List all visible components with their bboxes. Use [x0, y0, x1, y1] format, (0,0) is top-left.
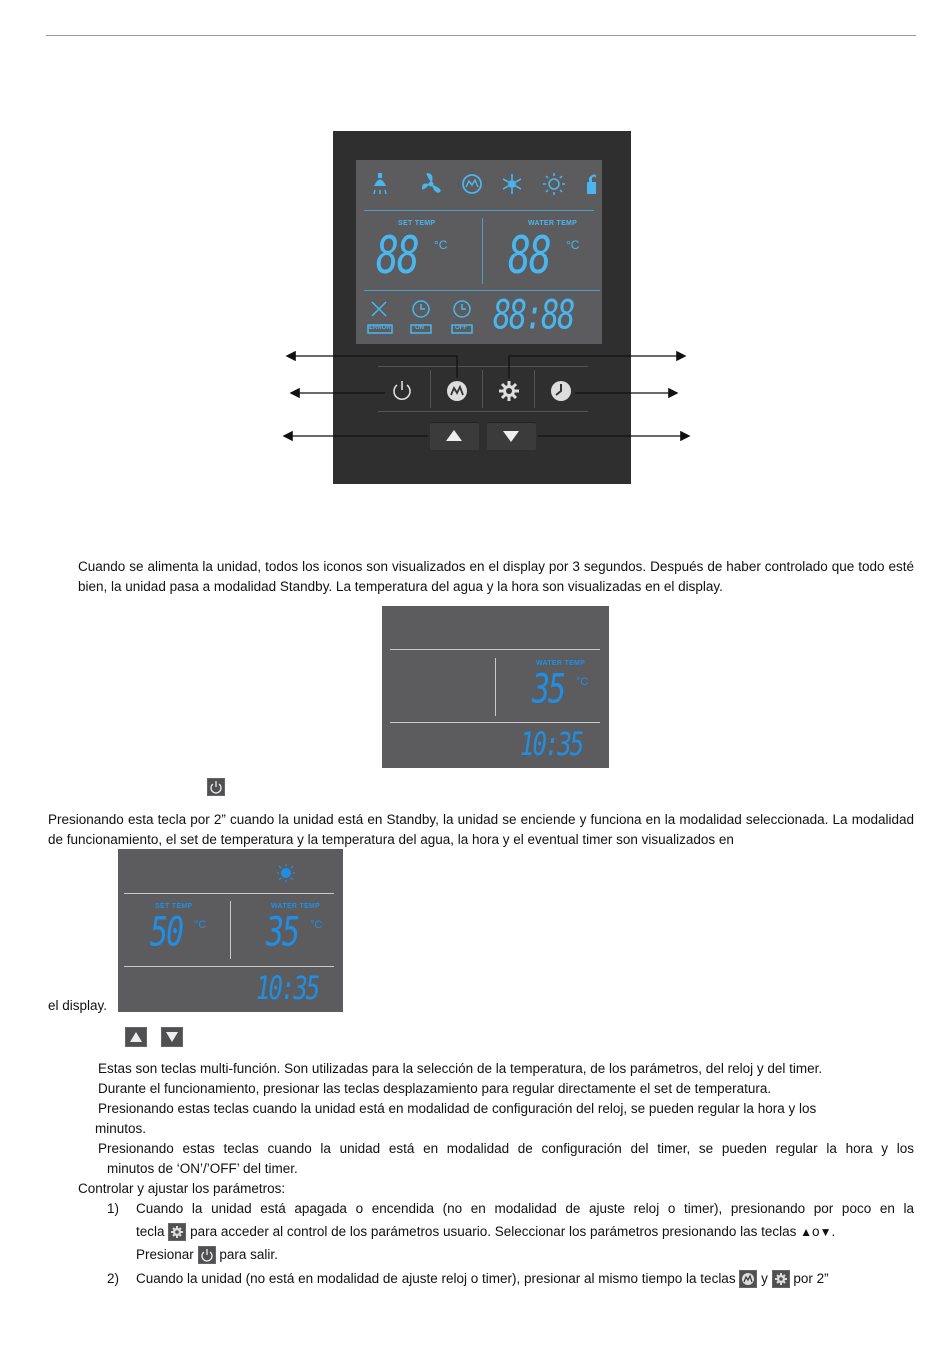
- power-paragraph-end: el display.: [48, 998, 108, 1013]
- arrow-line-6: minutos de ‘ON’/’OFF’ del timer.: [107, 1161, 298, 1176]
- mode-icon: [742, 1273, 754, 1285]
- sun-icon: [543, 173, 565, 195]
- set-temp-label: SET TEMP: [398, 220, 436, 227]
- running-water-temp-value: 35: [266, 908, 299, 957]
- mode-icons-row: [366, 170, 596, 200]
- step2-line1: Cuando la unidad (no está en modalidad de ajuste reloj o timer), presionar al mismo tiempo la teclas y por 2”: [136, 1271, 829, 1286]
- power-icon: [211, 781, 221, 793]
- lcd-divider-bottom: [364, 290, 600, 291]
- gear-icon: [171, 1226, 183, 1238]
- running-set-temp-label: SET TEMP: [155, 903, 193, 910]
- power-icon: [202, 1249, 212, 1261]
- arrow-line-1: Estas son teclas multi-función. Son utilizadas para la selección de la temperatura, de los parámetros, del reloj y del timer.: [98, 1061, 823, 1076]
- params-heading: Controlar y ajustar los parámetros:: [78, 1181, 286, 1196]
- running-water-temp-unit: °C: [310, 919, 323, 931]
- arrow-line-3: Presionando estas teclas cuando la unidad está en modalidad de configuración del reloj, se pueden regular la hora y los: [98, 1101, 817, 1116]
- running-display: [118, 849, 343, 1012]
- power-key-inline: [207, 778, 225, 796]
- standby-clock-value: 10:35: [520, 725, 583, 764]
- shower-icon: [374, 173, 386, 194]
- down-key-inline: [161, 1027, 183, 1047]
- lcd-screen: [356, 160, 602, 344]
- mode-icon: [463, 175, 481, 193]
- running-water-temp-label: WATER TEMP: [271, 903, 321, 910]
- tools-icon: [372, 302, 386, 316]
- set-temp-unit: °C: [434, 238, 448, 252]
- step1-line1: Cuando la unidad está apagada o encendida (no en modalidad de ajuste reloj o timer), presionando por poco en la: [136, 1201, 914, 1216]
- power-key-inline: [198, 1246, 216, 1264]
- timer-off-icon: [454, 301, 470, 317]
- mode-key-inline: [739, 1270, 757, 1288]
- timer-on-label: ON: [415, 325, 424, 331]
- lcd-divider-mid: [482, 218, 483, 284]
- running-set-temp-value: 50: [150, 908, 183, 957]
- standby-water-temp-unit: °C: [576, 676, 589, 688]
- up-arrow-icon: [130, 1032, 142, 1042]
- status-icons-row: [366, 298, 481, 338]
- fan-icon: [422, 173, 441, 193]
- arrow-settings: [509, 356, 684, 378]
- running-clock-value: 10:35: [256, 969, 319, 1008]
- standby-display: [382, 606, 609, 768]
- gear-key-inline: [772, 1270, 790, 1288]
- water-temp-value: 88: [508, 225, 550, 286]
- error-label: ERROR: [369, 325, 391, 331]
- lock-icon: [587, 175, 596, 195]
- timer-off-label: OFF: [455, 325, 467, 331]
- up-key-inline: [125, 1027, 147, 1047]
- step2-number: 2): [107, 1271, 120, 1286]
- arrow-line-2: Durante el funcionamiento, presionar las teclas desplazamiento para regular directamente el set de temperatura.: [98, 1081, 772, 1096]
- intro-paragraph: Cuando se alimenta la unidad, todos los iconos son visualizados en el display por 3 segundos. Después de haber controlado que todo esté bien, la unidad pasa a modalidad Standby. La temperatura del agua y la hora son visualizadas en el display.: [78, 559, 914, 594]
- running-set-temp-unit: °C: [194, 919, 207, 931]
- down-arrow-icon: [166, 1032, 178, 1042]
- water-temp-unit: °C: [566, 238, 580, 252]
- clock-value: 88:88: [493, 291, 574, 340]
- lcd-divider-top: [364, 210, 594, 211]
- callout-arrows: [280, 345, 695, 450]
- set-temp-value: 88: [376, 225, 418, 286]
- gear-key-inline: [168, 1223, 186, 1241]
- power-paragraph: Presionando esta tecla por 2” cuando la unidad está en Standby, la unidad se enciende y funciona en la modalidad seleccionada. La modalidad de funcionamiento, el set de temperatura y la temperatura del agua, la hora y el eventual timer son visualizados en: [48, 812, 914, 847]
- gear-icon: [775, 1273, 787, 1285]
- timer-on-icon: [413, 301, 429, 317]
- header-rule: [46, 35, 916, 36]
- standby-water-temp-label: WATER TEMP: [536, 660, 586, 667]
- step1-line3: Presionar para salir.: [136, 1247, 278, 1262]
- arrow-line-5: Presionando estas teclas cuando la unidad está en modalidad de configuración del timer, se pueden regular la hora y los: [98, 1141, 914, 1156]
- sun-icon: [276, 863, 296, 883]
- arrow-line-4: minutos.: [95, 1121, 147, 1136]
- down-arrow-icon: ▼: [819, 1225, 832, 1239]
- step1-line2: tecla para acceder al control de los parámetros usuario. Seleccionar los parámetros presionando las teclas ▲o▼.: [136, 1224, 836, 1239]
- snowflake-icon: [503, 174, 521, 194]
- standby-water-temp-value: 35: [532, 665, 565, 714]
- up-arrow-icon: ▲: [800, 1225, 813, 1239]
- step1-number: 1): [107, 1201, 120, 1216]
- arrow-mode: [288, 356, 457, 378]
- water-temp-label: WATER TEMP: [528, 220, 578, 227]
